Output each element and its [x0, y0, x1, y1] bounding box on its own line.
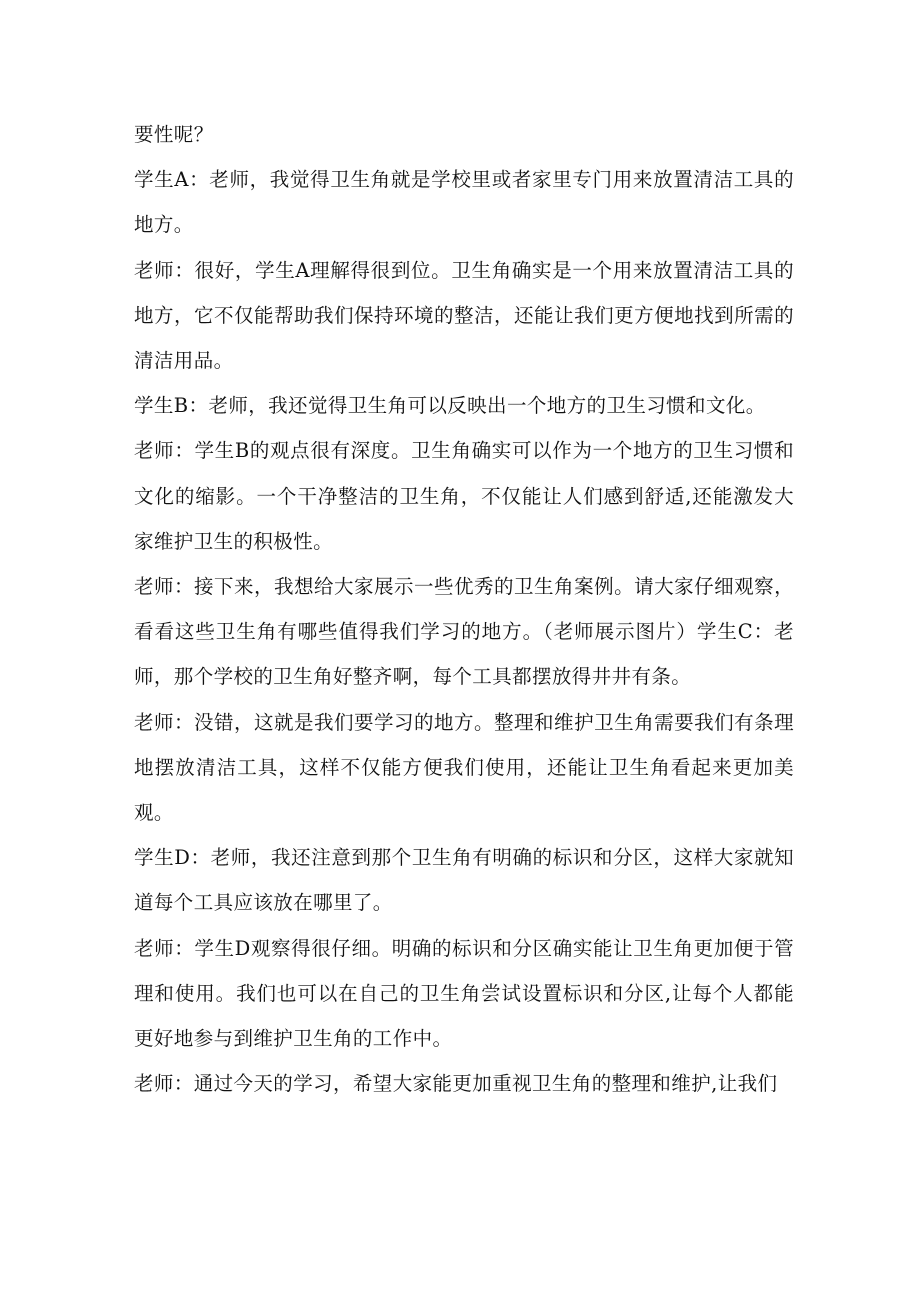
- paragraph-teacher: [134, 564, 794, 700]
- document-body: [134, 112, 794, 1106]
- paragraph-text: 要性呢？: [134, 123, 214, 146]
- speaker-label: 学生B：: [134, 394, 209, 418]
- speaker-label: 老师：: [134, 575, 195, 599]
- speaker-label: 老师：: [134, 936, 195, 960]
- paragraph-text: 老师，我还注意到那个卫生角有明确的标识和分区，这样大家就知道每个工具应该放在哪里了。: [134, 846, 795, 915]
- paragraph-text: 很好，学生A理解得很到位。卫生角确实是一个用来放置清洁工具的地方，它不仅能帮助我们保持环境的整洁，还能让我们更方便地找到所需的清洁用品。: [134, 258, 795, 373]
- speaker-label: 学生A：: [134, 168, 210, 192]
- paragraph-text: 通过今天的学习，希望大家能更加重视卫生角的整理和维护,让我们: [193, 1072, 778, 1096]
- paragraph-student-d: [134, 835, 794, 925]
- paragraph-text: 老师，我觉得卫生角就是学校里或者家里专门用来放置清洁工具的地方。: [134, 168, 794, 237]
- paragraph-teacher: [134, 700, 794, 836]
- speaker-label: 老师：: [134, 439, 195, 463]
- paragraph-student-a: [134, 157, 794, 247]
- paragraph-teacher: [134, 248, 794, 384]
- paragraph-teacher: [134, 1061, 794, 1106]
- paragraph-text: 学生B的观点很有深度。卫生角确实可以作为一个地方的卫生习惯和文化的缩影。一个干净整洁的卫生角，不仅能让人们感到舒适,还能激发大家维护卫生的积极性。: [134, 439, 794, 553]
- paragraph-text: 接下来，我想给大家展示一些优秀的卫生角案例。请大家仔细观察，看看这些卫生角有哪些值得我们学习的地方。（老师展示图片）学生C：老师，那个学校的卫生角好整齐啊，每个工具都摆放得井井有条。: [134, 575, 794, 689]
- paragraph-text: 老师，我还觉得卫生角可以反映出一个地方的卫生习惯和文化。: [208, 394, 766, 418]
- speaker-label: 老师：: [134, 1072, 194, 1096]
- speaker-label: 学生D：: [134, 846, 211, 870]
- speaker-label: 老师：: [134, 258, 195, 282]
- paragraph-student-b: [134, 383, 794, 428]
- paragraph-teacher: [134, 428, 794, 564]
- paragraph-teacher: [134, 926, 794, 1062]
- speaker-label: 老师：: [134, 710, 195, 734]
- paragraph-continuation: [134, 112, 794, 157]
- paragraph-text: 学生D观察得很仔细。明确的标识和分区确实能让卫生角更加便于管理和使用。我们也可以在自己的卫生角尝试设置标识和分区,让每个人都能更好地参与到维护卫生角的工作中。: [134, 936, 794, 1051]
- paragraph-text: 没错，这就是我们要学习的地方。整理和维护卫生角需要我们有条理地摆放清洁工具，这样不仅能方便我们使用，还能让卫生角看起来更加美观。: [134, 710, 794, 825]
